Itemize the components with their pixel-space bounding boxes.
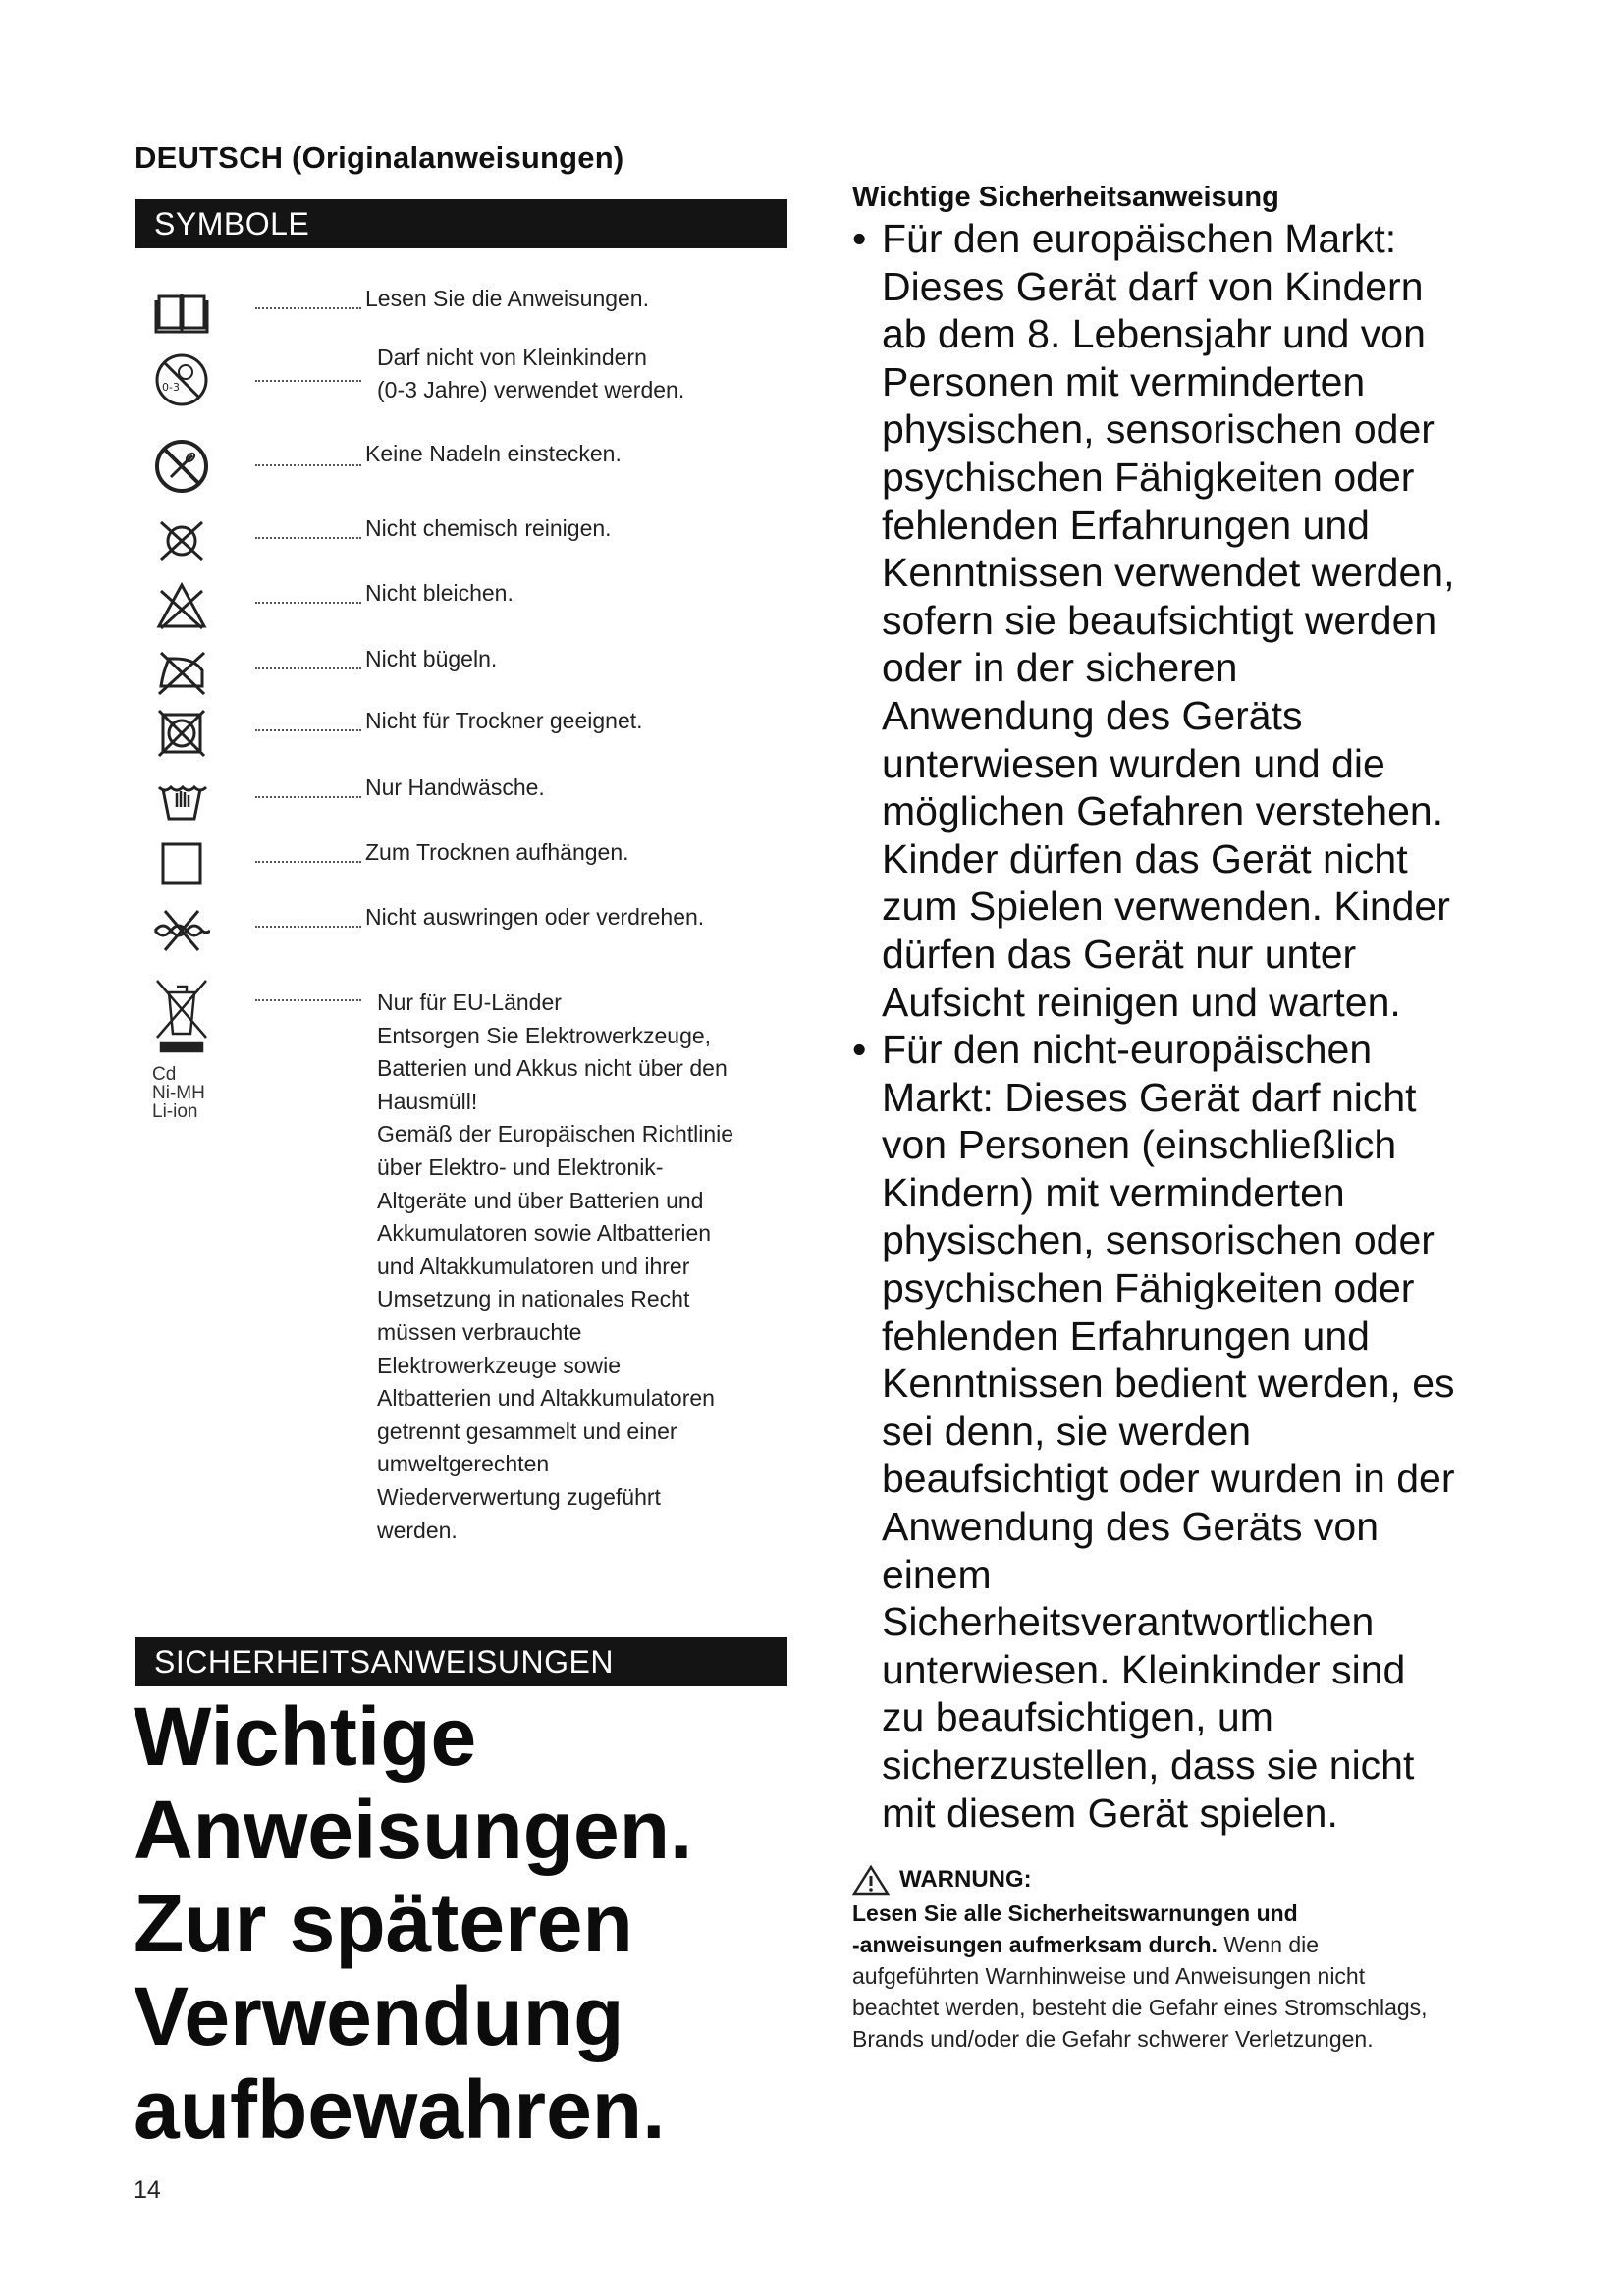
- weee-disposal-text: Nur für EU-Länder Entsorgen Sie Elektrowerkzeuge, Batterien und Akkus nicht über den Hausmüll! Gemäß der Europäischen Richtlinie über Elektro- und Elektronik- Altgeräte und über Batterien und Akkumulatoren sowie Altbatterien und Altakkumulatoren und ihrer Umsetzung in nationales Recht müssen verbrauchte Elektrowerkzeuge sowie Altbatterien und Altakkumulatoren getrennt gesammelt und einer umweltgerechten Wiederverwertung zugeführt werden.: [377, 989, 734, 1543]
- symbol-row-no-iron: [147, 643, 795, 702]
- symbol-text: Nicht bügeln.: [365, 646, 498, 671]
- symbol-row-no-needles: [147, 438, 795, 497]
- warning-label: WARNUNG:: [899, 1866, 1032, 1894]
- age-label: 0-3: [162, 381, 180, 394]
- symbol-row-no-wring: [147, 901, 795, 960]
- language-title: DEUTSCH (Originalanweisungen): [135, 140, 624, 175]
- symbol-text: Nicht für Trockner geeignet.: [365, 708, 643, 733]
- no-dry-clean-icon: [153, 512, 210, 569]
- leader-dots: [255, 463, 361, 466]
- symbol-text: Nicht chemisch reinigen.: [365, 515, 612, 541]
- leader-dots: [255, 536, 361, 539]
- symbol-text: Nur Handwäsche.: [365, 774, 545, 800]
- symbol-text: Nicht auswringen oder verdrehen.: [365, 904, 705, 930]
- leader-dots: [255, 925, 361, 928]
- bullet-non-eu-market: • Für den nicht-europäischen Markt: Dieses Gerät darf nicht von Personen (einschließlich Kindern) mit verminderten physischen, sensorischen oder psychischen Fähigkeiten oder fehlenden Erfahrungen und Kenntnissen bedient werden, es sei denn, sie werden beaufsichtigt oder wurden in der Anwendung des Geräts von einem Sicherheitsverantwortlichen unterwiesen. Kleinkinder sind zu beaufsichtigen, um sicherzustellen, dass sie nicht mit diesem Gerät spielen.: [852, 1027, 1455, 1836]
- leader-dots: [255, 379, 361, 382]
- warning-triangle-icon: [852, 1864, 890, 1896]
- leader-dots: [255, 998, 361, 1001]
- leader-dots: [255, 306, 361, 309]
- symbol-row-hang-dry: [147, 836, 795, 895]
- no-children-icon: [153, 351, 210, 408]
- no-needles-icon: [153, 438, 210, 495]
- symbol-row-no-tumble-dry: [147, 705, 795, 764]
- safety-instruction-heading: Wichtige Sicherheitsanweisung: [852, 182, 1279, 213]
- book-icon: [153, 283, 210, 340]
- hand-wash-icon: [153, 772, 210, 828]
- symbol-text: Zum Trocknen aufhängen.: [365, 839, 629, 865]
- page-number: 14: [134, 2176, 161, 2204]
- bullet-eu-market: • Für den europäischen Markt: Dieses Gerät darf von Kindern ab dem 8. Lebensjahr und von Personen mit verminderten physischen, sensorischen oder psychischen Fähigkeiten oder fehlenden Erfahrungen und Kenntnissen verwendet werden, sofern sie beaufsichtigt werden oder in der sicheren Anwendung des Geräts unterwiesen wurden und die möglichen Gefahren verstehen. Kinder dürfen das Gerät nicht zum Spielen verwenden. Kinder dürfen das Gerät nur unter Aufsicht reinigen und warten.: [852, 216, 1455, 1025]
- symbol-text: Darf nicht von Kleinkindern (0-3 Jahre) verwendet werden.: [377, 345, 685, 402]
- no-bleach-icon: [153, 577, 210, 634]
- warning-heading: [852, 1864, 1518, 1896]
- no-tumble-dry-icon: [153, 705, 210, 762]
- warning-text: Lesen Sie alle Sicherheitswarnungen und -anweisungen aufmerksam durch. Wenn die aufgeführten Warnhinweise und Anweisungen nicht beachtet werden, besteht die Gefahr eines Stromschlags, Brands und/oder die Gefahr schwerer Verletzungen.: [852, 1900, 1428, 2053]
- hang-dry-icon: [153, 836, 210, 893]
- symbol-row-no-dry-clean: [147, 512, 795, 571]
- symbol-row-read-instructions: [147, 283, 795, 342]
- leader-dots: [255, 601, 361, 604]
- no-wring-icon: [153, 901, 210, 958]
- symbol-row-no-children: [147, 342, 795, 410]
- symbol-text: Nicht bleichen.: [365, 580, 514, 606]
- important-instructions-heading: Wichtige Anweisungen. Zur späteren Verwendung aufbewahren.: [134, 1690, 693, 2156]
- battery-chemistry-labels: Cd Ni-MH Li-ion: [152, 1064, 205, 1122]
- right-column: [850, 180, 1518, 2055]
- leader-dots: [255, 860, 361, 863]
- symbol-text: Keine Nadeln einstecken.: [365, 441, 622, 466]
- symbols-section-heading: SYMBOLE: [135, 199, 787, 248]
- bullet-dot: •: [852, 216, 867, 261]
- symbol-row-no-bleach: [147, 577, 795, 636]
- leader-dots: [255, 728, 361, 731]
- safety-section-heading: SICHERHEITSANWEISUNGEN: [135, 1637, 787, 1686]
- leader-dots: [255, 667, 361, 669]
- symbol-row-hand-wash: [147, 772, 795, 830]
- symbol-text: Lesen Sie die Anweisungen.: [365, 286, 649, 311]
- leader-dots: [255, 795, 361, 798]
- bullet-dot: •: [852, 1027, 867, 1073]
- no-iron-icon: [153, 643, 210, 700]
